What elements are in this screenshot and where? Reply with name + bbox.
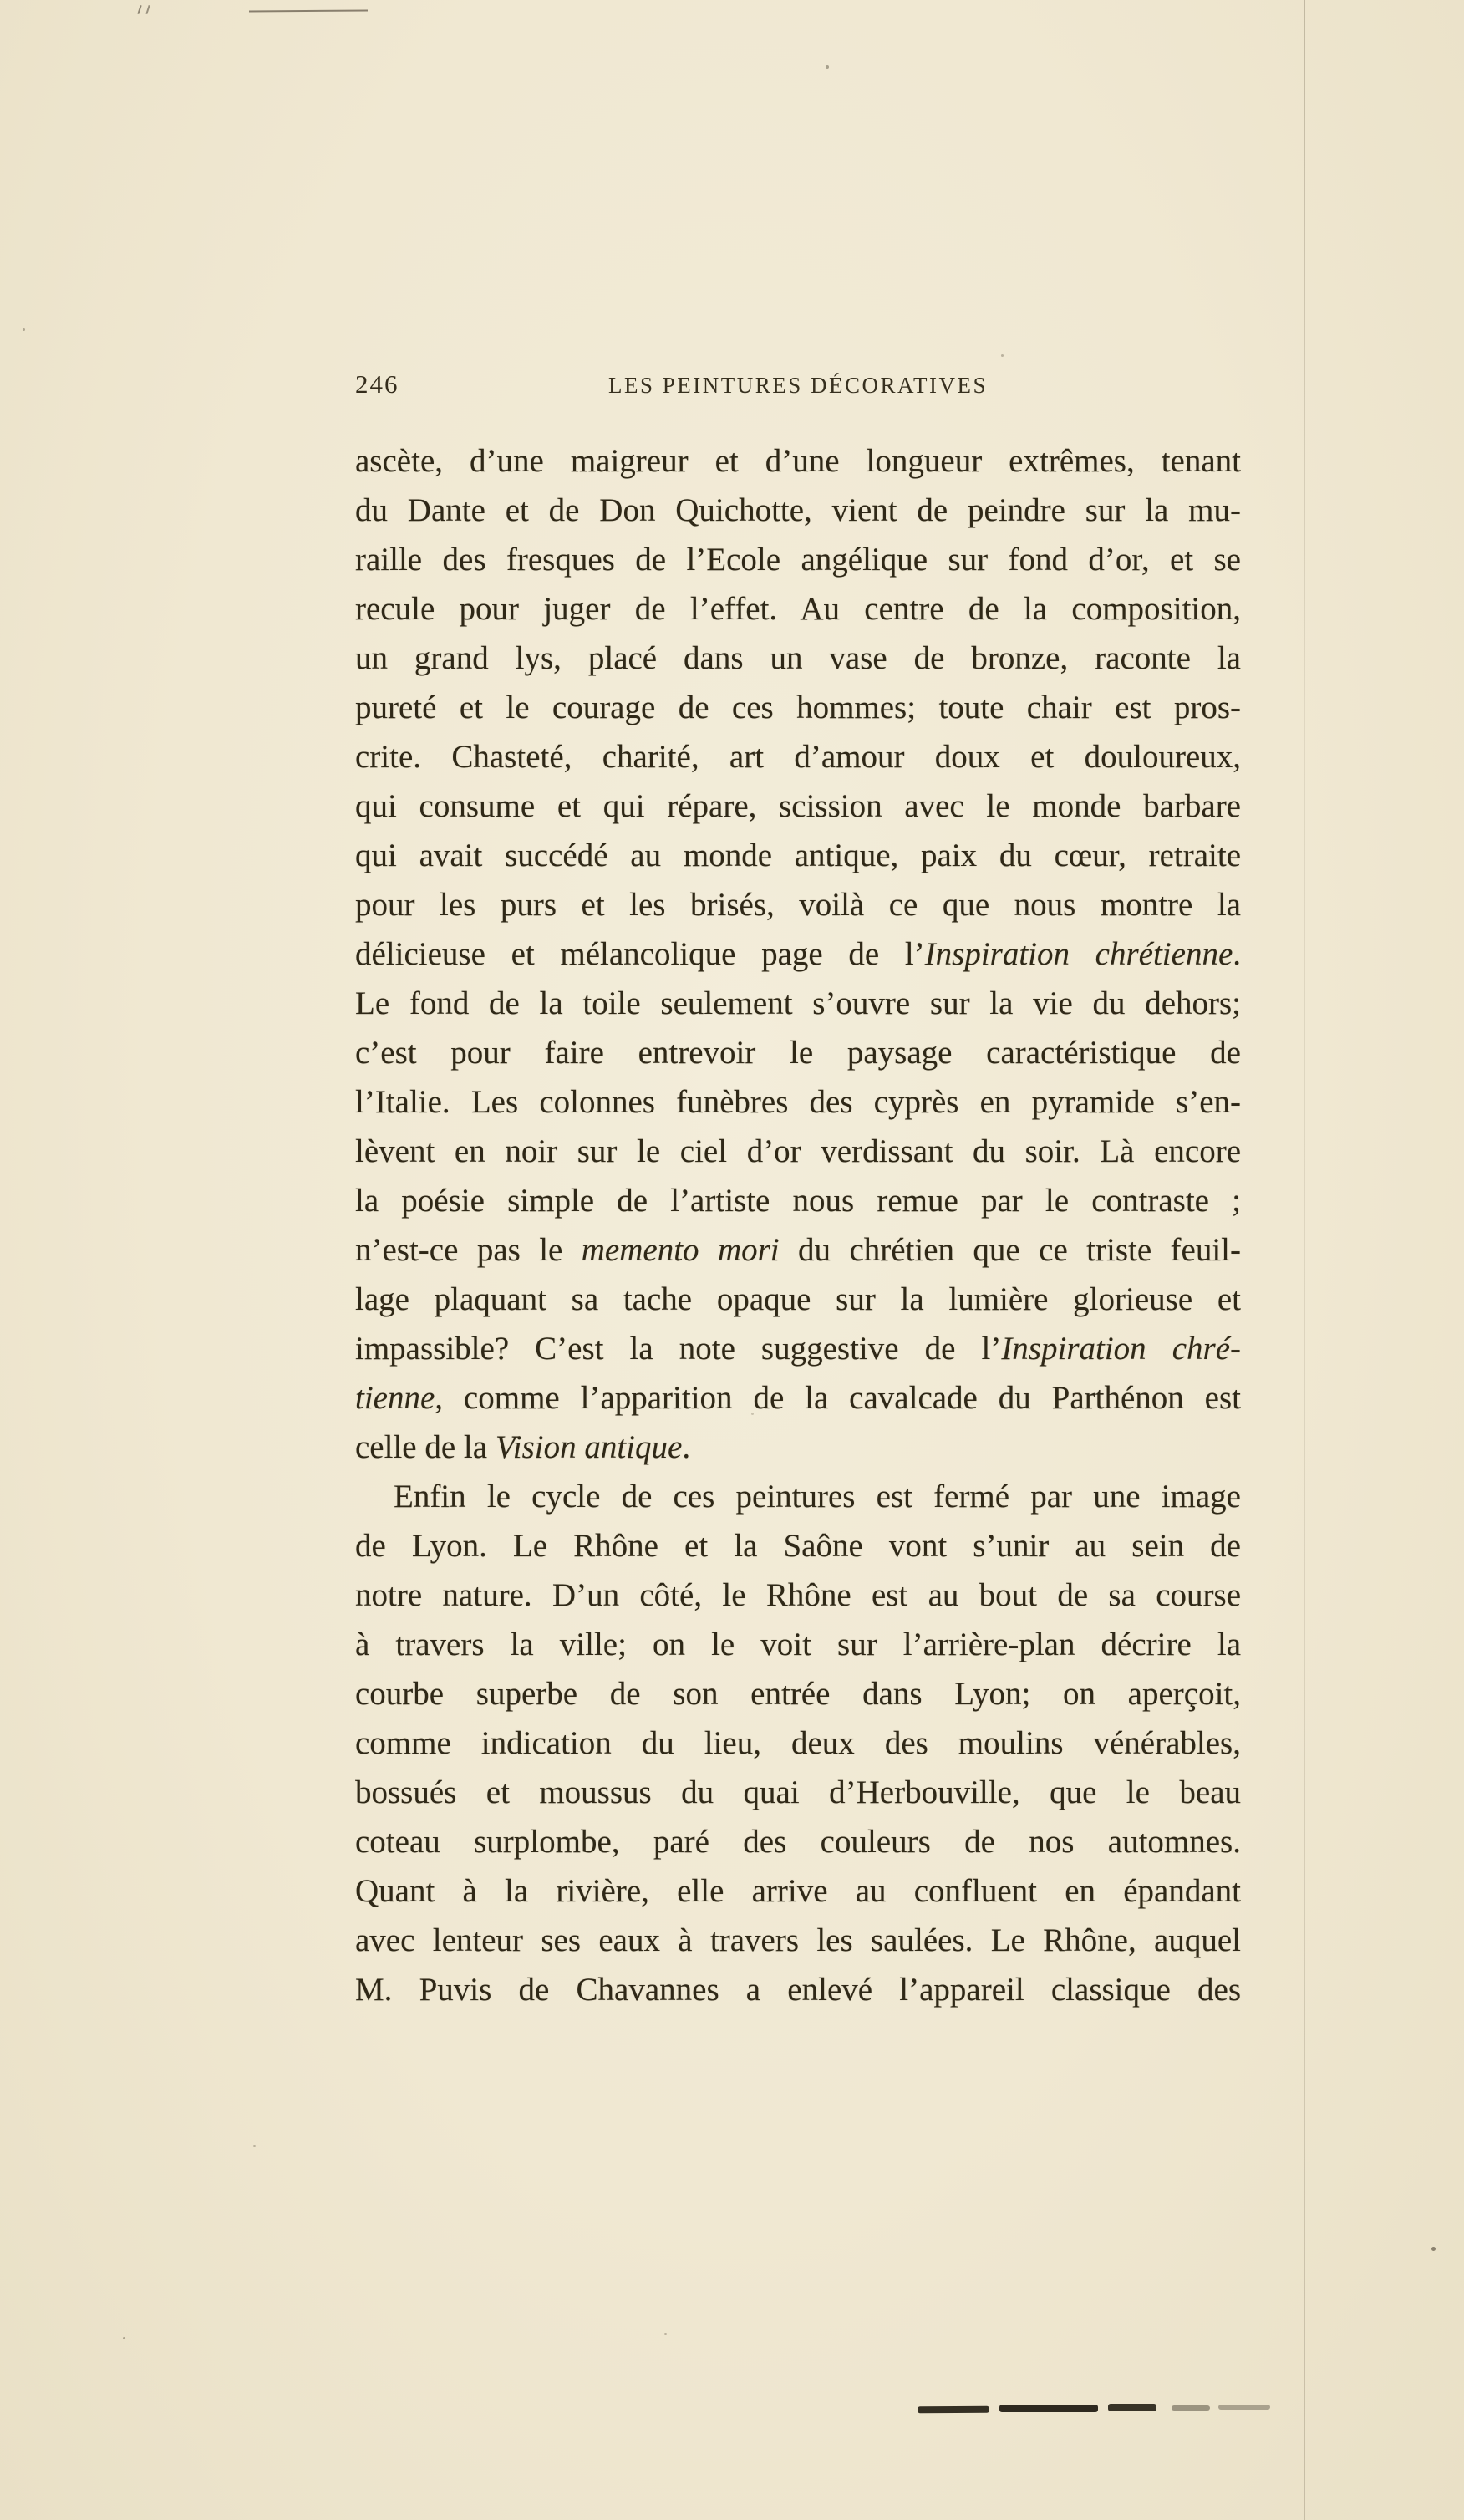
text-line — [355, 880, 1241, 929]
page-edge-shadow — [1304, 0, 1305, 2520]
text-line — [355, 1373, 1241, 1423]
text-line — [355, 1275, 1241, 1324]
text-line — [355, 535, 1241, 584]
text-line — [355, 1127, 1241, 1176]
text-line — [355, 1521, 1241, 1571]
text-run: pureté et le courage de ces hommes; toute chair est pros- — [355, 690, 1241, 725]
text-run: notre nature. D’un côté, le Rhône est au bout de sa course — [355, 1577, 1241, 1613]
scan-speck — [664, 2333, 667, 2335]
text-line — [355, 1571, 1241, 1620]
text-run: raille des fresques de l’Ecole angélique sur fond d’or, et se — [355, 542, 1241, 578]
text-run: courbe superbe de son entrée dans Lyon; on aperçoit, — [355, 1676, 1241, 1712]
ink-smudge — [1218, 2405, 1270, 2410]
text-run: qui consume et qui répare, scission avec le monde barbare — [355, 788, 1241, 824]
text-line — [355, 1669, 1241, 1718]
text-line — [355, 634, 1241, 683]
text-line — [355, 1028, 1241, 1077]
text-run: ascète, d’une maigreur et d’une longueur extrêmes, tenant — [355, 443, 1241, 479]
text-line — [355, 683, 1241, 732]
text-run: un grand lys, placé dans un vase de bronze, raconte la — [355, 640, 1241, 676]
text-run: l’Italie. Les colonnes funèbres des cyprès en pyramide s’en- — [355, 1084, 1241, 1120]
text-line — [355, 1176, 1241, 1225]
text-line — [355, 1965, 1241, 2014]
text-run: la poésie simple de l’artiste nous remue par le contraste ; — [355, 1183, 1241, 1219]
text-line — [355, 781, 1241, 831]
text-run: lage plaquant sa tache opaque sur la lumière glorieuse et — [355, 1281, 1241, 1317]
text-line — [355, 831, 1241, 880]
text-run: celle de la — [355, 1429, 496, 1465]
text-line — [355, 1225, 1241, 1275]
text-run: qui avait succédé au monde antique, paix du cœur, retraite — [355, 837, 1241, 873]
text-run: coteau surplombe, paré des couleurs de nos automnes. — [355, 1824, 1241, 1860]
text-run: . — [1233, 936, 1241, 972]
text-line — [355, 486, 1241, 535]
scan-hairline — [249, 10, 368, 13]
text-run: c’est pour faire entrevoir le paysage caractéristique de — [355, 1035, 1241, 1071]
text-run: Quant à la rivière, elle arrive au confluent en épandant — [355, 1873, 1241, 1909]
text-run: lèvent en noir sur le ciel d’or verdissant du soir. Là encore — [355, 1133, 1241, 1169]
italic-text: memento mori — [581, 1232, 780, 1268]
text-run: bossués et moussus du quai d’Herbouville, que le beau — [355, 1774, 1241, 1810]
text-run: crite. Chasteté, charité, art d’amour doux et douloureux, — [355, 739, 1241, 775]
scan-tick-mark — [137, 5, 141, 14]
text-run: à travers la ville; on le voit sur l’arrière-plan décrire la — [355, 1627, 1241, 1662]
scan-speck — [1001, 354, 1004, 357]
ink-smudge — [999, 2405, 1098, 2412]
text-line — [355, 732, 1241, 781]
page-header — [355, 366, 1241, 405]
text-line — [355, 1324, 1241, 1373]
running-title: LES PEINTURES DÉCORATIVES — [607, 373, 989, 398]
ink-smudge — [1172, 2405, 1210, 2411]
text-run: impassible? C’est la note suggestive de l’ — [355, 1331, 1002, 1367]
scan-speck — [23, 328, 25, 331]
text-run: du Dante et de Don Quichotte, vient de peindre sur la mu- — [355, 492, 1241, 528]
text-line — [355, 1817, 1241, 1866]
text-run: . — [682, 1429, 691, 1465]
text-line — [355, 1472, 1241, 1521]
scan-tick-mark — [145, 5, 150, 14]
text-run: comme indication du lieu, deux des moulins vénérables, — [355, 1725, 1241, 1761]
scan-speck — [253, 2145, 256, 2147]
text-line — [355, 979, 1241, 1028]
text-run: Le fond de la toile seulement s’ouvre sur la vie du dehors; — [355, 985, 1241, 1021]
italic-text: Inspiration chré- — [1001, 1331, 1241, 1367]
text-line — [355, 584, 1241, 634]
text-line — [355, 1916, 1241, 1965]
text-line — [355, 929, 1241, 979]
scan-speck — [1431, 2247, 1436, 2251]
text-run: du chrétien que ce triste feuil- — [779, 1232, 1241, 1268]
text-run: de Lyon. Le Rhône et la Saône vont s’unir au sein de — [355, 1528, 1241, 1564]
ink-smudge — [1108, 2404, 1156, 2411]
text-line — [355, 1077, 1241, 1127]
ink-smudge — [918, 2406, 989, 2413]
text-run: Enfin le cycle de ces peintures est fermé par une image — [394, 1479, 1241, 1515]
text-run: M. Puvis de Chavannes a enlevé l’appareil classique des — [355, 1972, 1241, 2008]
italic-text: Inspiration chrétienne — [924, 936, 1233, 972]
page-number: 246 — [355, 369, 399, 399]
text-run: n’est-ce pas le — [355, 1232, 582, 1268]
scan-speck — [123, 2337, 125, 2339]
text-line — [355, 1718, 1241, 1768]
italic-text: Vision antique — [495, 1429, 683, 1465]
italic-text: tienne, — [355, 1380, 444, 1416]
text-line — [355, 1423, 1241, 1472]
text-run: pour les purs et les brisés, voilà ce que nous montre la — [355, 887, 1241, 923]
page-text — [355, 436, 1241, 2014]
text-line — [355, 1620, 1241, 1669]
text-run: recule pour juger de l’effet. Au centre de la composition, — [355, 591, 1241, 627]
text-line — [355, 1866, 1241, 1916]
text-run: comme l’apparition de la cavalcade du Parthénon est — [443, 1380, 1241, 1416]
scan-speck — [826, 65, 829, 69]
text-run: avec lenteur ses eaux à travers les saulées. Le Rhône, auquel — [355, 1922, 1241, 1958]
text-run: délicieuse et mélancolique page de l’ — [355, 936, 925, 972]
text-line — [355, 436, 1241, 486]
text-line — [355, 1768, 1241, 1817]
